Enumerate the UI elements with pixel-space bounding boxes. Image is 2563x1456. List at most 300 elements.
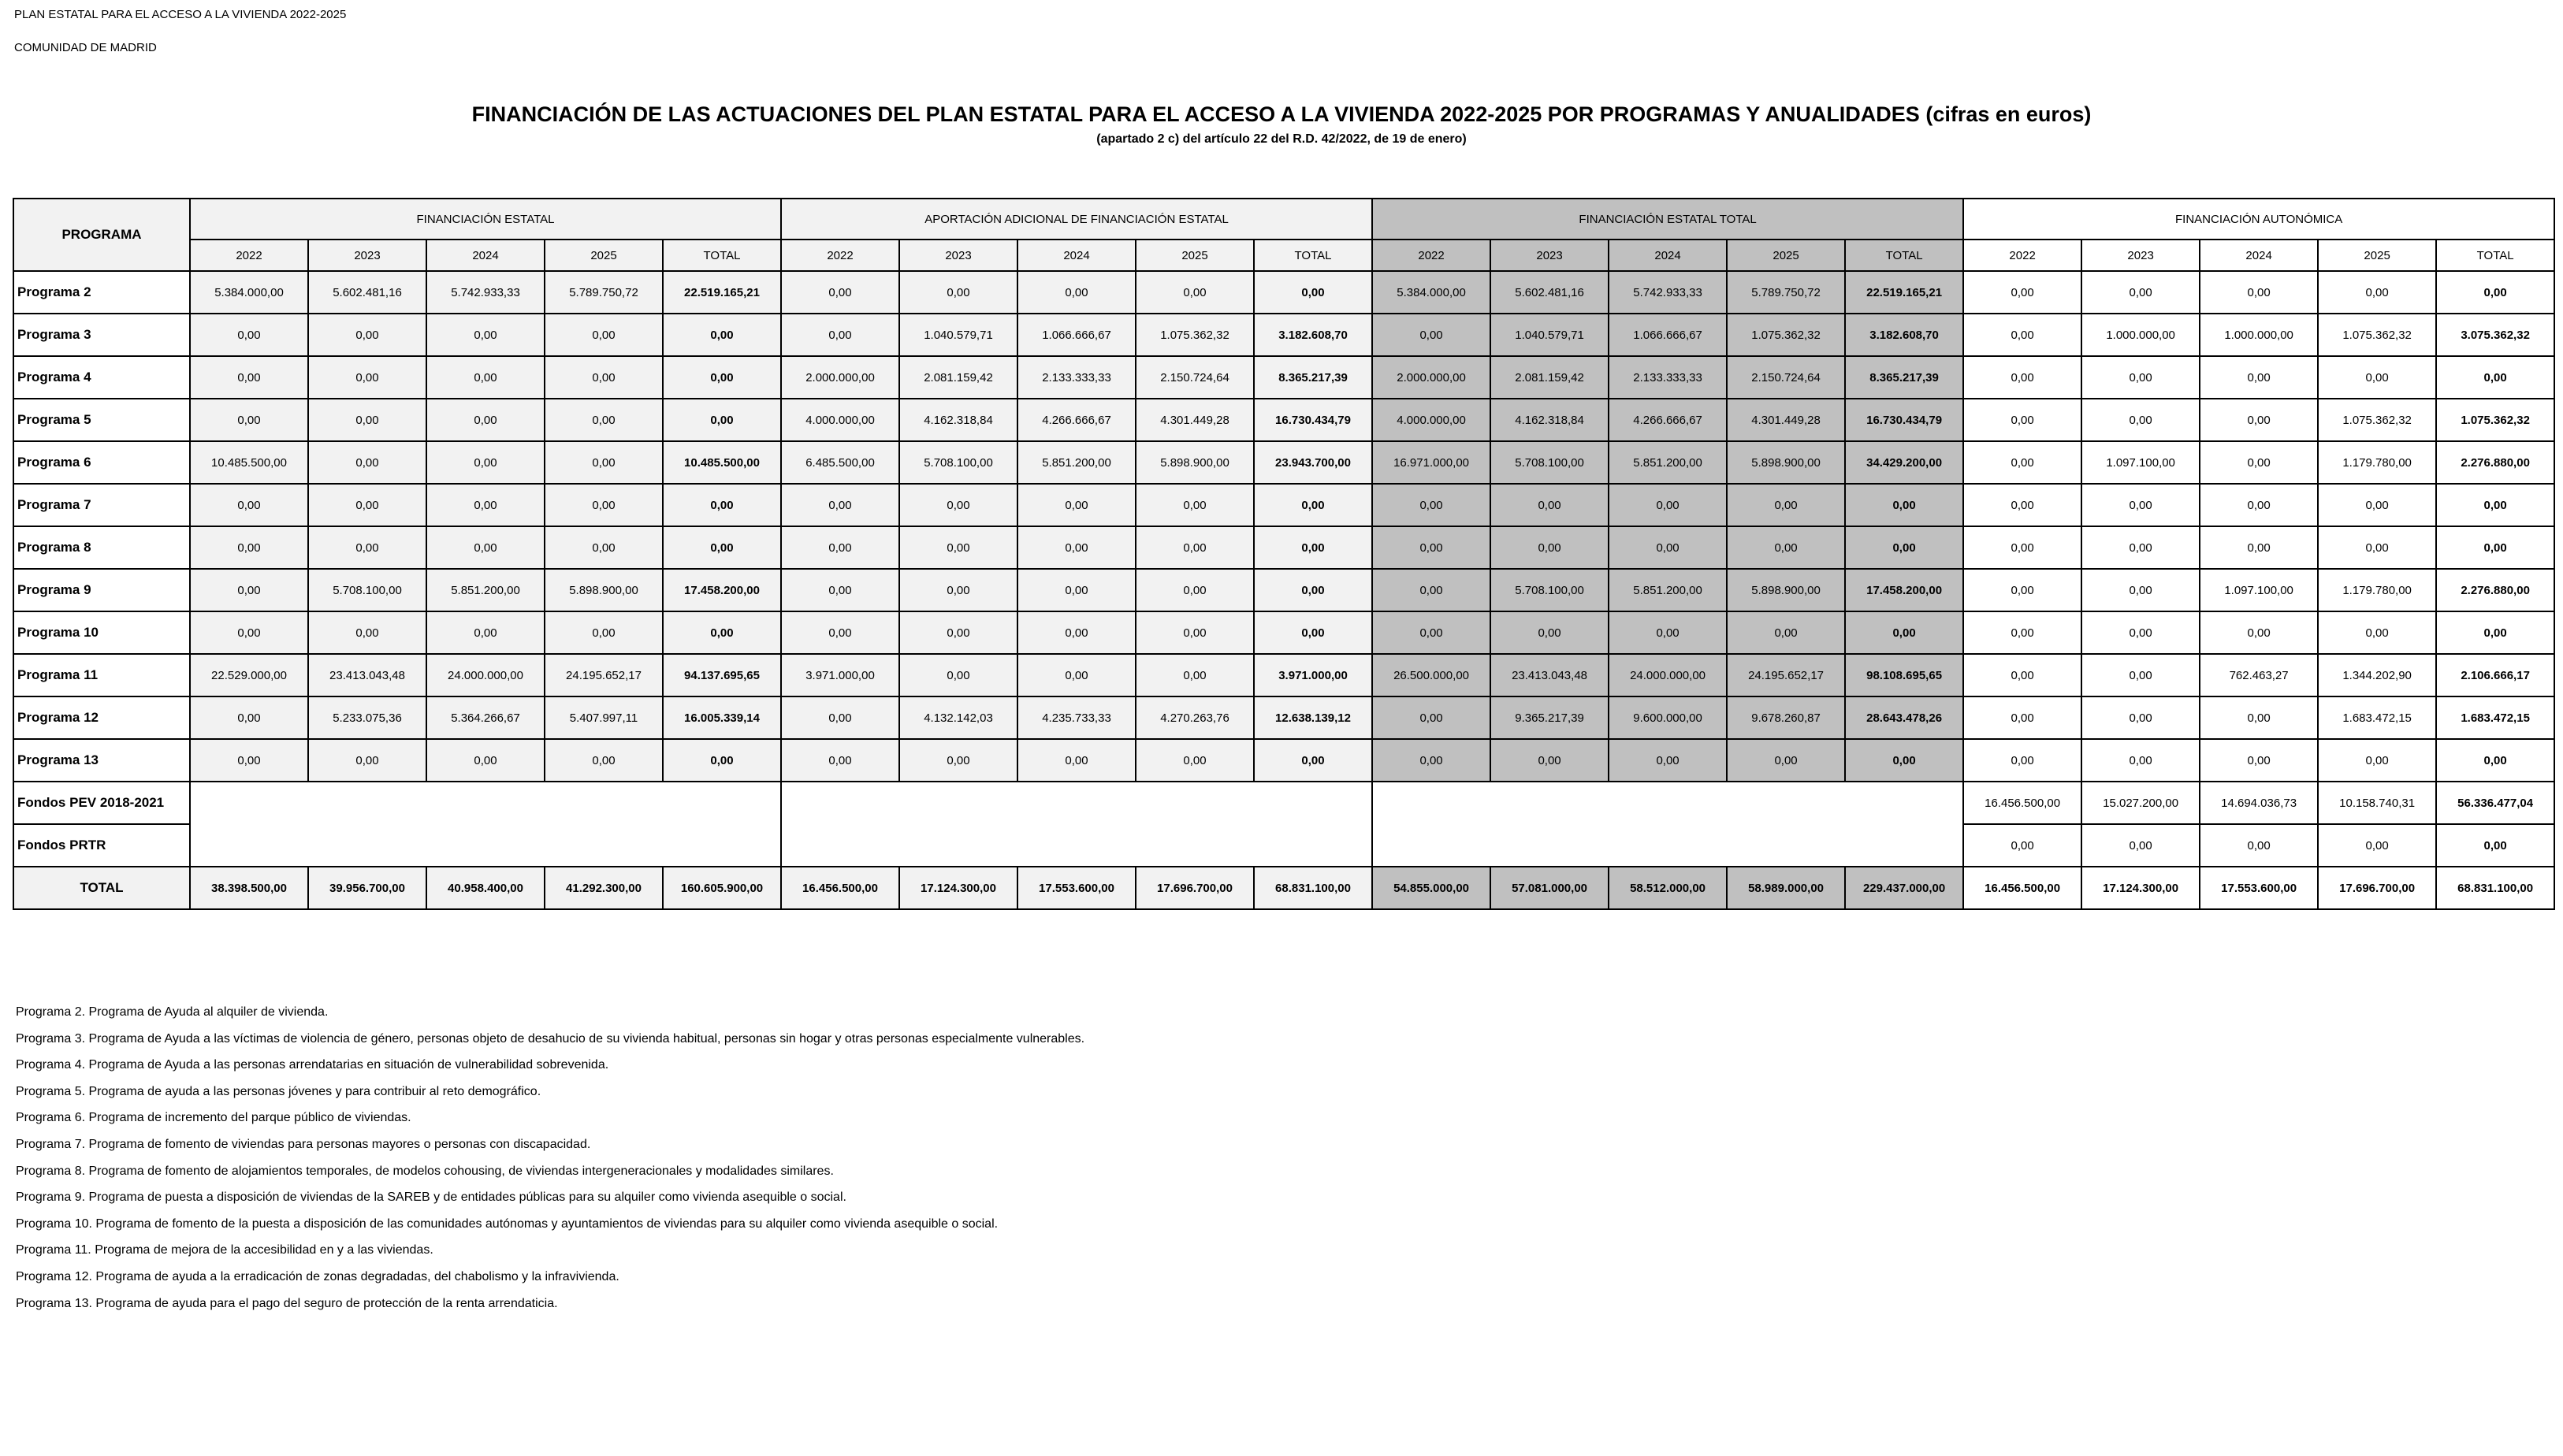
value-cell: 0,00 — [663, 611, 781, 654]
value-cell: 0,00 — [1254, 526, 1372, 569]
year-header: 2022 — [1372, 240, 1490, 271]
value-cell: 0,00 — [545, 441, 663, 484]
value-cell: 9.678.260,87 — [1727, 696, 1845, 739]
year-header: 2025 — [1136, 240, 1254, 271]
value-cell: 0,00 — [1017, 526, 1136, 569]
value-cell: 0,00 — [426, 441, 545, 484]
value-cell: 16.730.434,79 — [1845, 399, 1963, 441]
value-cell: 0,00 — [2200, 824, 2318, 867]
value-cell: 0,00 — [2200, 271, 2318, 314]
value-cell: 40.958.400,00 — [426, 867, 545, 909]
fondos-row — [13, 782, 2554, 824]
value-cell: 1.040.579,71 — [1490, 314, 1609, 356]
value-cell: 0,00 — [1845, 739, 1963, 782]
value-cell: 0,00 — [2200, 484, 2318, 526]
value-cell: 2.000.000,00 — [1372, 356, 1490, 399]
value-cell: 0,00 — [2200, 739, 2318, 782]
value-cell: 0,00 — [190, 356, 308, 399]
value-cell: 160.605.900,00 — [663, 867, 781, 909]
value-cell: 0,00 — [663, 739, 781, 782]
value-cell: 0,00 — [2318, 611, 2436, 654]
value-cell: 0,00 — [1254, 484, 1372, 526]
value-cell: 0,00 — [1136, 739, 1254, 782]
group-header-aportacion-adicional: APORTACIÓN ADICIONAL DE FINANCIACIÓN ESTATAL — [781, 199, 1372, 240]
value-cell: 17.553.600,00 — [1017, 867, 1136, 909]
value-cell: 0,00 — [545, 356, 663, 399]
value-cell: 0,00 — [1609, 611, 1727, 654]
value-cell: 0,00 — [663, 526, 781, 569]
value-cell: 3.971.000,00 — [1254, 654, 1372, 696]
value-cell: 0,00 — [308, 441, 426, 484]
table-row — [13, 611, 2554, 654]
value-cell: 0,00 — [190, 611, 308, 654]
program-label: Programa 6 — [13, 441, 190, 484]
value-cell: 0,00 — [308, 356, 426, 399]
value-cell: 17.696.700,00 — [2318, 867, 2436, 909]
value-cell: 0,00 — [781, 314, 899, 356]
value-cell: 0,00 — [1254, 271, 1372, 314]
value-cell: 0,00 — [2081, 824, 2200, 867]
note-line: Programa 2. Programa de Ayuda al alquiler de vivienda. — [16, 1005, 329, 1019]
value-cell: 0,00 — [1490, 611, 1609, 654]
value-cell: 2.276.880,00 — [2436, 441, 2554, 484]
year-header: 2023 — [308, 240, 426, 271]
value-cell: 0,00 — [426, 611, 545, 654]
year-header: 2025 — [545, 240, 663, 271]
value-cell: 0,00 — [2081, 271, 2200, 314]
value-cell: 17.124.300,00 — [899, 867, 1017, 909]
value-cell: 5.851.200,00 — [1609, 569, 1727, 611]
value-cell: 24.195.652,17 — [545, 654, 663, 696]
value-cell: 23.943.700,00 — [1254, 441, 1372, 484]
value-cell: 23.413.043,48 — [1490, 654, 1609, 696]
value-cell: 17.553.600,00 — [2200, 867, 2318, 909]
value-cell: 5.898.900,00 — [1727, 569, 1845, 611]
table-row — [13, 739, 2554, 782]
value-cell: 16.005.339,14 — [663, 696, 781, 739]
value-cell: 0,00 — [2436, 356, 2554, 399]
value-cell: 56.336.477,04 — [2436, 782, 2554, 824]
value-cell: 2.081.159,42 — [1490, 356, 1609, 399]
value-cell: 0,00 — [1372, 696, 1490, 739]
value-cell: 24.000.000,00 — [1609, 654, 1727, 696]
value-cell: 0,00 — [1609, 526, 1727, 569]
value-cell: 0,00 — [1017, 739, 1136, 782]
value-cell: 0,00 — [1254, 569, 1372, 611]
value-cell: 5.708.100,00 — [899, 441, 1017, 484]
value-cell: 0,00 — [2081, 739, 2200, 782]
value-cell: 0,00 — [1727, 611, 1845, 654]
value-cell: 762.463,27 — [2200, 654, 2318, 696]
value-cell: 0,00 — [2081, 526, 2200, 569]
year-header: 2024 — [1609, 240, 1727, 271]
value-cell: 2.133.333,33 — [1017, 356, 1136, 399]
program-label: Programa 12 — [13, 696, 190, 739]
year-header: 2024 — [1017, 240, 1136, 271]
empty-merged-cell — [781, 782, 1372, 867]
value-cell: 5.708.100,00 — [308, 569, 426, 611]
value-cell: 0,00 — [1963, 484, 2081, 526]
note-line: Programa 11. Programa de mejora de la accesibilidad en y a las viviendas. — [16, 1243, 433, 1257]
value-cell: 0,00 — [1609, 739, 1727, 782]
value-cell: 0,00 — [1017, 484, 1136, 526]
value-cell: 10.158.740,31 — [2318, 782, 2436, 824]
value-cell: 4.270.263,76 — [1136, 696, 1254, 739]
community-heading: COMUNIDAD DE MADRID — [14, 41, 157, 54]
value-cell: 229.437.000,00 — [1845, 867, 1963, 909]
value-cell: 4.301.449,28 — [1136, 399, 1254, 441]
value-cell: 0,00 — [2436, 739, 2554, 782]
value-cell: 0,00 — [308, 611, 426, 654]
value-cell: 24.195.652,17 — [1727, 654, 1845, 696]
value-cell: 4.266.666,67 — [1017, 399, 1136, 441]
value-cell: 0,00 — [2200, 399, 2318, 441]
fondos-label: Fondos PRTR — [13, 824, 190, 867]
value-cell: 0,00 — [1490, 484, 1609, 526]
value-cell: 0,00 — [545, 484, 663, 526]
value-cell: 5.789.750,72 — [545, 271, 663, 314]
value-cell: 4.000.000,00 — [1372, 399, 1490, 441]
value-cell: 0,00 — [308, 314, 426, 356]
value-cell: 0,00 — [781, 526, 899, 569]
value-cell: 0,00 — [2081, 484, 2200, 526]
value-cell: 5.898.900,00 — [1727, 441, 1845, 484]
value-cell: 1.075.362,32 — [1136, 314, 1254, 356]
value-cell: 1.000.000,00 — [2081, 314, 2200, 356]
value-cell: 0,00 — [1254, 739, 1372, 782]
page-title: FINANCIACIÓN DE LAS ACTUACIONES DEL PLAN ESTATAL PARA EL ACCESO A LA VIVIENDA 2022-2025 POR PROGRAMAS Y ANUALIDADES (cifras en euros) — [471, 102, 2092, 126]
year-header: TOTAL — [2436, 240, 2554, 271]
value-cell: 23.413.043,48 — [308, 654, 426, 696]
value-cell: 5.708.100,00 — [1490, 441, 1609, 484]
value-cell: 4.162.318,84 — [899, 399, 1017, 441]
value-cell: 5.708.100,00 — [1490, 569, 1609, 611]
value-cell: 0,00 — [308, 484, 426, 526]
value-cell: 0,00 — [2318, 526, 2436, 569]
value-cell: 17.124.300,00 — [2081, 867, 2200, 909]
value-cell: 5.898.900,00 — [545, 569, 663, 611]
value-cell: 0,00 — [2200, 356, 2318, 399]
value-cell: 1.344.202,90 — [2318, 654, 2436, 696]
value-cell: 2.276.880,00 — [2436, 569, 2554, 611]
value-cell: 0,00 — [1963, 271, 2081, 314]
value-cell: 12.638.139,12 — [1254, 696, 1372, 739]
value-cell: 5.407.997,11 — [545, 696, 663, 739]
table-row — [13, 356, 2554, 399]
value-cell: 58.989.000,00 — [1727, 867, 1845, 909]
value-cell: 5.364.266,67 — [426, 696, 545, 739]
table-row — [13, 271, 2554, 314]
value-cell: 9.600.000,00 — [1609, 696, 1727, 739]
value-cell: 1.683.472,15 — [2318, 696, 2436, 739]
value-cell: 0,00 — [545, 314, 663, 356]
value-cell: 0,00 — [2081, 569, 2200, 611]
value-cell: 1.075.362,32 — [2318, 399, 2436, 441]
value-cell: 54.855.000,00 — [1372, 867, 1490, 909]
value-cell: 4.301.449,28 — [1727, 399, 1845, 441]
value-cell: 1.179.780,00 — [2318, 569, 2436, 611]
value-cell: 5.602.481,16 — [308, 271, 426, 314]
program-label: Programa 3 — [13, 314, 190, 356]
value-cell: 0,00 — [1963, 824, 2081, 867]
value-cell: 0,00 — [2436, 271, 2554, 314]
value-cell: 5.384.000,00 — [190, 271, 308, 314]
table-row — [13, 696, 2554, 739]
value-cell: 2.106.666,17 — [2436, 654, 2554, 696]
value-cell: 5.384.000,00 — [1372, 271, 1490, 314]
value-cell: 2.133.333,33 — [1609, 356, 1727, 399]
value-cell: 0,00 — [1136, 526, 1254, 569]
value-cell: 0,00 — [899, 484, 1017, 526]
value-cell: 3.182.608,70 — [1845, 314, 1963, 356]
value-cell: 0,00 — [545, 739, 663, 782]
value-cell: 0,00 — [190, 314, 308, 356]
value-cell: 15.027.200,00 — [2081, 782, 2200, 824]
value-cell: 0,00 — [1727, 484, 1845, 526]
table-row — [13, 399, 2554, 441]
value-cell: 0,00 — [781, 271, 899, 314]
year-header: 2022 — [781, 240, 899, 271]
note-line: Programa 8. Programa de fomento de alojamientos temporales, de modelos cohousing, de viviendas intergeneracionales y modalidades similares. — [16, 1164, 834, 1178]
value-cell: 0,00 — [2318, 356, 2436, 399]
value-cell: 16.730.434,79 — [1254, 399, 1372, 441]
value-cell: 0,00 — [1727, 526, 1845, 569]
value-cell: 0,00 — [2318, 484, 2436, 526]
value-cell: 0,00 — [1490, 526, 1609, 569]
value-cell: 4.235.733,33 — [1017, 696, 1136, 739]
value-cell: 4.000.000,00 — [781, 399, 899, 441]
value-cell: 0,00 — [899, 611, 1017, 654]
value-cell: 14.694.036,73 — [2200, 782, 2318, 824]
program-label: Programa 11 — [13, 654, 190, 696]
value-cell: 22.519.165,21 — [663, 271, 781, 314]
value-cell: 5.851.200,00 — [1609, 441, 1727, 484]
value-cell: 16.456.500,00 — [1963, 782, 2081, 824]
group-header-financiacion-autonomica: FINANCIACIÓN AUTONÓMICA — [1963, 199, 2554, 240]
value-cell: 5.789.750,72 — [1727, 271, 1845, 314]
value-cell: 10.485.500,00 — [190, 441, 308, 484]
empty-merged-cell — [1372, 782, 1963, 867]
value-cell: 68.831.100,00 — [1254, 867, 1372, 909]
program-label: Programa 5 — [13, 399, 190, 441]
note-line: Programa 9. Programa de puesta a disposición de viviendas de la SAREB y de entidades públicas para su alquiler como vivienda asequible o social. — [16, 1190, 846, 1205]
value-cell: 0,00 — [1963, 526, 2081, 569]
value-cell: 17.458.200,00 — [663, 569, 781, 611]
value-cell: 0,00 — [1963, 611, 2081, 654]
value-cell: 24.000.000,00 — [426, 654, 545, 696]
value-cell: 0,00 — [1963, 654, 2081, 696]
value-cell: 28.643.478,26 — [1845, 696, 1963, 739]
value-cell: 1.179.780,00 — [2318, 441, 2436, 484]
value-cell: 5.898.900,00 — [1136, 441, 1254, 484]
value-cell: 0,00 — [1727, 739, 1845, 782]
value-cell: 0,00 — [1963, 356, 2081, 399]
program-label: Programa 4 — [13, 356, 190, 399]
value-cell: 0,00 — [1136, 569, 1254, 611]
value-cell: 0,00 — [663, 356, 781, 399]
value-cell: 0,00 — [426, 356, 545, 399]
value-cell: 0,00 — [1136, 611, 1254, 654]
fondos-label: Fondos PEV 2018-2021 — [13, 782, 190, 824]
value-cell: 0,00 — [663, 484, 781, 526]
value-cell: 0,00 — [2081, 654, 2200, 696]
value-cell: 0,00 — [2200, 441, 2318, 484]
value-cell: 16.971.000,00 — [1372, 441, 1490, 484]
value-cell: 5.742.933,33 — [1609, 271, 1727, 314]
value-cell: 1.097.100,00 — [2200, 569, 2318, 611]
value-cell: 1.683.472,15 — [2436, 696, 2554, 739]
value-cell: 0,00 — [2200, 696, 2318, 739]
value-cell: 1.075.362,32 — [2436, 399, 2554, 441]
value-cell: 0,00 — [2318, 824, 2436, 867]
value-cell: 0,00 — [190, 569, 308, 611]
value-cell: 0,00 — [2436, 526, 2554, 569]
year-header: 2022 — [1963, 240, 2081, 271]
value-cell: 1.040.579,71 — [899, 314, 1017, 356]
year-header: 2023 — [899, 240, 1017, 271]
value-cell: 0,00 — [899, 271, 1017, 314]
year-header: 2025 — [1727, 240, 1845, 271]
value-cell: 0,00 — [2436, 484, 2554, 526]
value-cell: 0,00 — [545, 611, 663, 654]
value-cell: 0,00 — [1963, 696, 2081, 739]
value-cell: 5.742.933,33 — [426, 271, 545, 314]
table-row — [13, 314, 2554, 356]
year-header: 2022 — [190, 240, 308, 271]
value-cell: 0,00 — [1372, 314, 1490, 356]
value-cell: 0,00 — [1372, 739, 1490, 782]
value-cell: 0,00 — [781, 696, 899, 739]
value-cell: 0,00 — [426, 739, 545, 782]
value-cell: 39.956.700,00 — [308, 867, 426, 909]
value-cell: 8.365.217,39 — [1254, 356, 1372, 399]
year-header: 2024 — [2200, 240, 2318, 271]
value-cell: 0,00 — [1017, 654, 1136, 696]
value-cell: 0,00 — [781, 484, 899, 526]
value-cell: 0,00 — [1963, 739, 2081, 782]
year-header: TOTAL — [663, 240, 781, 271]
value-cell: 98.108.695,65 — [1845, 654, 1963, 696]
value-cell: 6.485.500,00 — [781, 441, 899, 484]
value-cell: 16.456.500,00 — [781, 867, 899, 909]
value-cell: 0,00 — [899, 569, 1017, 611]
value-cell: 22.529.000,00 — [190, 654, 308, 696]
value-cell: 0,00 — [2436, 611, 2554, 654]
plan-heading: PLAN ESTATAL PARA EL ACCESO A LA VIVIENDA 2022-2025 — [14, 8, 347, 21]
value-cell: 26.500.000,00 — [1372, 654, 1490, 696]
value-cell: 94.137.695,65 — [663, 654, 781, 696]
program-label: Programa 9 — [13, 569, 190, 611]
year-header: 2025 — [2318, 240, 2436, 271]
value-cell: 0,00 — [1136, 654, 1254, 696]
table-row — [13, 484, 2554, 526]
value-cell: 17.696.700,00 — [1136, 867, 1254, 909]
year-header: 2024 — [426, 240, 545, 271]
value-cell: 0,00 — [1372, 569, 1490, 611]
value-cell: 0,00 — [781, 739, 899, 782]
program-label: Programa 13 — [13, 739, 190, 782]
program-notes — [16, 999, 1084, 1317]
group-header-financiacion-estatal: FINANCIACIÓN ESTATAL — [190, 199, 781, 240]
note-line: Programa 3. Programa de Ayuda a las víctimas de violencia de género, personas objeto de desahucio de su vivienda habitual, personas sin hogar y otras personas especialmente vulnerables. — [16, 1031, 1085, 1046]
value-cell: 0,00 — [781, 611, 899, 654]
value-cell: 16.456.500,00 — [1963, 867, 2081, 909]
value-cell: 0,00 — [1845, 611, 1963, 654]
value-cell: 0,00 — [1136, 484, 1254, 526]
value-cell: 1.066.666,67 — [1017, 314, 1136, 356]
empty-merged-cell — [190, 782, 781, 867]
value-cell: 3.971.000,00 — [781, 654, 899, 696]
value-cell: 22.519.165,21 — [1845, 271, 1963, 314]
value-cell: 0,00 — [663, 399, 781, 441]
value-cell: 9.365.217,39 — [1490, 696, 1609, 739]
value-cell: 0,00 — [2081, 399, 2200, 441]
value-cell: 41.292.300,00 — [545, 867, 663, 909]
value-cell: 1.097.100,00 — [2081, 441, 2200, 484]
value-cell: 0,00 — [2436, 824, 2554, 867]
value-cell: 0,00 — [899, 739, 1017, 782]
program-label: Programa 7 — [13, 484, 190, 526]
program-label: Programa 10 — [13, 611, 190, 654]
note-line: Programa 6. Programa de incremento del parque público de viviendas. — [16, 1111, 411, 1125]
value-cell: 0,00 — [190, 739, 308, 782]
note-line: Programa 5. Programa de ayuda a las personas jóvenes y para contribuir al reto demográfico. — [16, 1084, 541, 1098]
value-cell: 0,00 — [545, 399, 663, 441]
table-row — [13, 569, 2554, 611]
year-header: 2023 — [2081, 240, 2200, 271]
value-cell: 0,00 — [190, 696, 308, 739]
value-cell: 1.075.362,32 — [1727, 314, 1845, 356]
value-cell: 68.831.100,00 — [2436, 867, 2554, 909]
value-cell: 0,00 — [190, 484, 308, 526]
value-cell: 0,00 — [2081, 356, 2200, 399]
value-cell: 5.851.200,00 — [426, 569, 545, 611]
program-label: Programa 8 — [13, 526, 190, 569]
value-cell: 0,00 — [1372, 526, 1490, 569]
value-cell: 0,00 — [426, 526, 545, 569]
value-cell: 34.429.200,00 — [1845, 441, 1963, 484]
note-line: Programa 10. Programa de fomento de la puesta a disposición de las comunidades autónomas y ayuntamientos de viviendas para su alquiler como vivienda asequible o social. — [16, 1216, 999, 1231]
group-header-financiacion-estatal-total: FINANCIACIÓN ESTATAL TOTAL — [1372, 199, 1963, 240]
year-header: 2023 — [1490, 240, 1609, 271]
programa-header: PROGRAMA — [13, 199, 190, 271]
value-cell: 0,00 — [308, 526, 426, 569]
value-cell: 1.075.362,32 — [2318, 314, 2436, 356]
value-cell: 8.365.217,39 — [1845, 356, 1963, 399]
value-cell: 0,00 — [1963, 441, 2081, 484]
value-cell: 0,00 — [899, 654, 1017, 696]
value-cell: 2.150.724,64 — [1136, 356, 1254, 399]
value-cell: 0,00 — [1017, 271, 1136, 314]
value-cell: 0,00 — [426, 399, 545, 441]
note-line: Programa 13. Programa de ayuda para el pago del seguro de protección de la renta arrendaticia. — [16, 1296, 558, 1310]
value-cell: 2.000.000,00 — [781, 356, 899, 399]
value-cell: 5.602.481,16 — [1490, 271, 1609, 314]
value-cell: 0,00 — [781, 569, 899, 611]
value-cell: 0,00 — [545, 526, 663, 569]
value-cell: 38.398.500,00 — [190, 867, 308, 909]
value-cell: 57.081.000,00 — [1490, 867, 1609, 909]
value-cell: 5.851.200,00 — [1017, 441, 1136, 484]
value-cell: 2.081.159,42 — [899, 356, 1017, 399]
value-cell: 0,00 — [1372, 611, 1490, 654]
value-cell: 1.066.666,67 — [1609, 314, 1727, 356]
note-line: Programa 7. Programa de fomento de viviendas para personas mayores o personas con discapacidad. — [16, 1137, 591, 1151]
table-row — [13, 654, 2554, 696]
value-cell: 1.000.000,00 — [2200, 314, 2318, 356]
value-cell: 0,00 — [1254, 611, 1372, 654]
value-cell: 0,00 — [426, 484, 545, 526]
